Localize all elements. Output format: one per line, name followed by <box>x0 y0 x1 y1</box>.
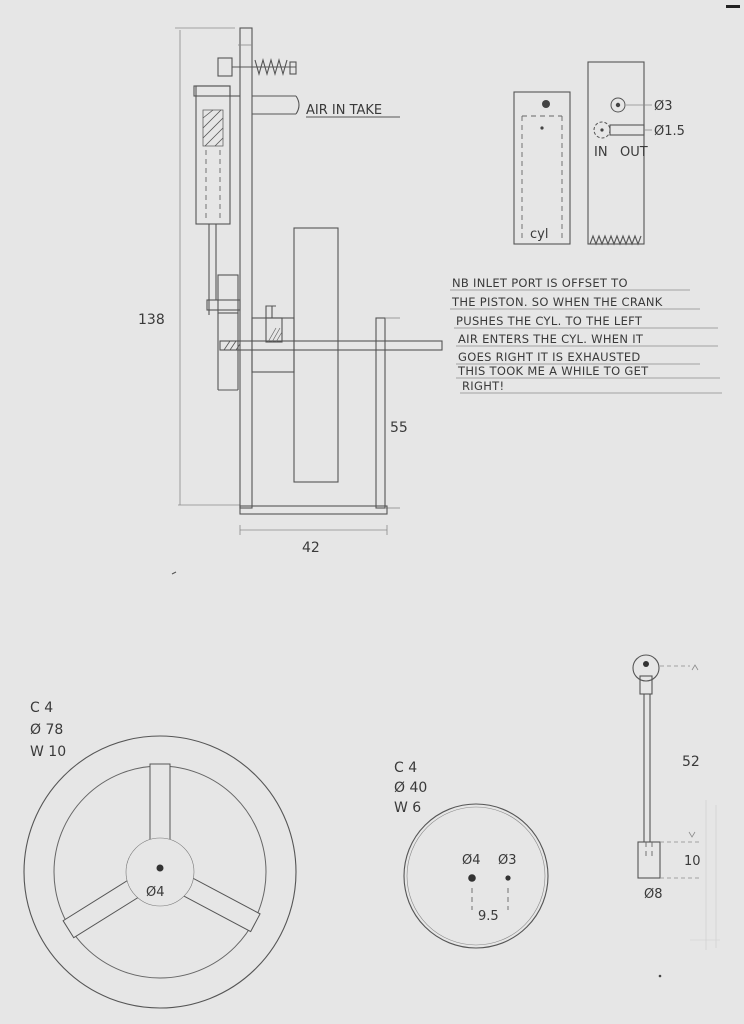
rod-end-length: 10 <box>684 854 701 869</box>
width-dimension: 42 <box>302 540 320 556</box>
frame-height-dimension: 55 <box>390 420 408 436</box>
crank-hole-small: Ø3 <box>498 853 517 868</box>
note-line: NB INLET PORT IS OFFSET TO <box>452 276 628 290</box>
cyl-label: cyl <box>530 227 549 242</box>
flywheel-spec-width: W 10 <box>30 744 67 760</box>
note-line: THE PISTON. SO WHEN THE CRANK <box>452 295 663 309</box>
corner-mark <box>726 5 740 8</box>
crank-spec-c: C 4 <box>394 760 418 776</box>
flywheel-hub-diameter: Ø4 <box>146 885 165 900</box>
crank-spec-width: W 6 <box>394 800 422 816</box>
rod-end-diameter: Ø8 <box>644 887 663 902</box>
out-label: OUT <box>620 145 648 160</box>
note-line: THIS TOOK ME A WHILE TO GET <box>458 364 649 378</box>
flywheel-spec-diameter: Ø 78 <box>30 722 64 738</box>
crank-disc-drawing <box>394 760 548 948</box>
assembly-note <box>450 276 722 393</box>
height-dimension: 138 <box>138 312 165 328</box>
flywheel-spec-c: C 4 <box>30 700 54 716</box>
port-diameter-small: Ø1.5 <box>654 124 685 139</box>
flywheel-drawing <box>24 700 296 1008</box>
piston-rod-drawing <box>633 655 720 950</box>
note-line: AIR ENTERS THE CYL. WHEN IT <box>458 332 644 346</box>
crank-spec-diameter: Ø 40 <box>394 780 428 796</box>
side-view-assembly <box>138 28 442 574</box>
crank-hole-spacing: 9.5 <box>478 909 499 924</box>
crank-hole-large: Ø4 <box>462 853 481 868</box>
port-diameter-large: Ø3 <box>654 99 673 114</box>
rod-length: 52 <box>682 754 700 770</box>
in-label: IN <box>594 145 608 160</box>
air-intake-label: AIR IN TAKE <box>306 103 383 118</box>
note-line: RIGHT! <box>462 379 505 393</box>
cylinder-port-detail <box>514 62 685 244</box>
note-line: PUSHES THE CYL. TO THE LEFT <box>456 314 643 328</box>
note-line: GOES RIGHT IT IS EXHAUSTED <box>458 350 641 364</box>
